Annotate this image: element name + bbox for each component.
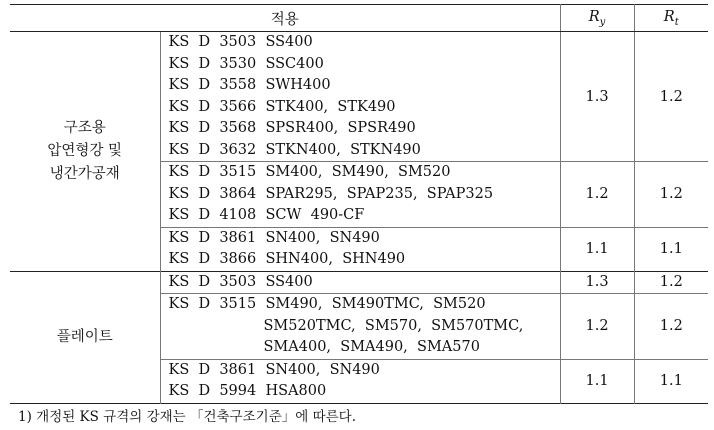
rt-value: 1.2 <box>634 32 708 162</box>
table-row <box>10 271 708 294</box>
header-row <box>10 5 708 32</box>
standards-cell: KS D 3861 SN400, SN490 KS D 5994 HSA800 <box>160 359 560 403</box>
category-plate: 플레이트 <box>10 271 160 403</box>
table-row <box>10 32 708 162</box>
footnote: 1) 개정된 KS 규격의 강재는 「건축구조기준」에 따른다. <box>18 409 357 425</box>
ry-value: 1.3 <box>560 32 634 162</box>
standards-cell: KS D 3503 SS400 <box>160 271 560 294</box>
standards-cell: KS D 3503 SS400 KS D 3530 SSC400 KS D 3558 SWH400 KS D 3566 STK400, STK490 KS D 3568 SPSR400, SPSR490 KS D 3632 STKN400, STKN490 <box>160 32 560 162</box>
standards-cell: KS D 3515 SM400, SM490, SM520 KS D 3864 SPAR295, SPAP235, SPAP325 KS D 4108 SCW 490-CF <box>160 162 560 228</box>
rt-value: 1.1 <box>634 227 708 271</box>
ry-value: 1.2 <box>560 162 634 228</box>
standards-cell: KS D 3861 SN400, SN490 KS D 3866 SHN400, SHN490 <box>160 227 560 271</box>
ry-value: 1.3 <box>560 271 634 294</box>
standards-cell: KS D 3515 SM490, SM490TMC, SM520 SM520TMC, SM570, SM570TMC, SMA400, SMA490, SMA570 <box>160 294 560 360</box>
rt-value: 1.2 <box>634 294 708 360</box>
steel-factor-table <box>10 4 708 404</box>
rt-value: 1.2 <box>634 271 708 294</box>
header-ry: $R_y$ <box>560 5 634 32</box>
ry-value: 1.1 <box>560 227 634 271</box>
header-application: 적용 <box>10 5 560 32</box>
category-structural: 구조용 압연형강 및 냉간가공재 <box>10 32 160 272</box>
rt-value: 1.1 <box>634 359 708 403</box>
ry-value: 1.2 <box>560 294 634 360</box>
header-rt: $R_t$ <box>634 5 708 32</box>
rt-value: 1.2 <box>634 162 708 228</box>
ry-value: 1.1 <box>560 359 634 403</box>
